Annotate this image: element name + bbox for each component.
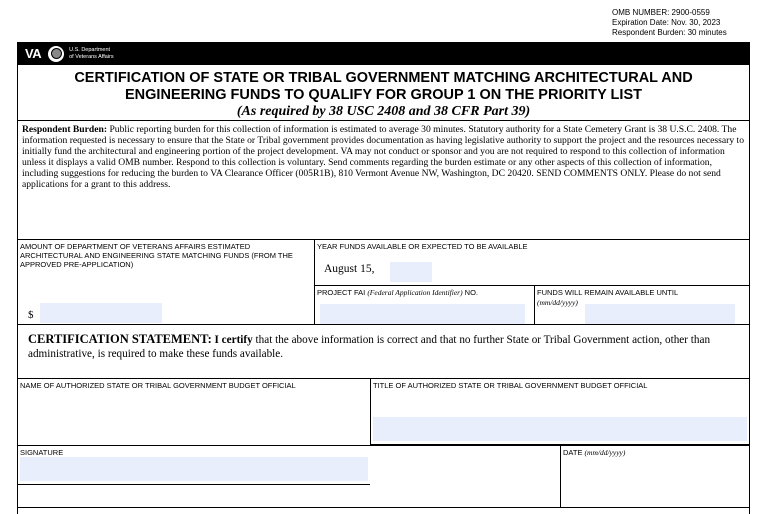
- omb-expiration: Expiration Date: Nov. 30, 2023: [612, 18, 721, 27]
- title-line3: (As required by 38 USC 2408 and 38 CFR Part 39): [236, 104, 531, 119]
- year-cell: [315, 240, 749, 286]
- until-sub: (mm/dd/yyyy): [537, 298, 578, 307]
- cert-lead: I certify: [214, 334, 253, 346]
- certification-statement: [18, 325, 749, 379]
- burden-text: Public reporting burden for this collection of information is estimated to average 30 minutes. Statutory authority for a State Cemetery Grant is 38 U.S.C. 2408. The information requested is necessary to ensure that the State or Tribal government provides documentation as having legislative authority to support the project and the resources necessary to initially fund the architectural and engineering portion of the project development. VA may not conduct or sponsor and you are not required to respond to this collection of information unless it displays a valid OMB number. Respond to this collection is voluntary. Send comments regarding the burden estimate or any other aspects of this collection of information, including suggestions for reducing the burden to VA Clearance Officer (005R1B), 810 Vermont Avenue NW, Washington, DC 20420. SEND COMMENTS ONLY. Please do not send applications for a grant to this address.: [22, 124, 745, 190]
- signature-cell: [18, 446, 560, 508]
- title-line1: CERTIFICATION OF STATE OR TRIBAL GOVERNMENT MATCHING ARCHITECTURAL AND: [74, 70, 693, 86]
- respondent-burden: [18, 121, 749, 240]
- department-name: U.S. Department of Veterans Affairs: [69, 46, 114, 60]
- cert-text: that the above information is correct and that no further State or Tribal Government action, other than administrative, is required to make these funds available.: [28, 334, 711, 360]
- va-logo: VA: [25, 46, 42, 61]
- title-line2: ENGINEERING FUNDS TO QUALIFY FOR GROUP 1 ON THE PRIORITY LIST: [125, 87, 642, 103]
- amount-label: AMOUNT OF DEPARTMENT OF VETERANS AFFAIRS ESTIMATED ARCHITECTURAL AND ENGINEERING STATE MATCHING FUNDS (FROM THE APPROVED PRE-APPLICATION): [20, 242, 293, 269]
- cert-heading: CERTIFICATION STATEMENT:: [28, 332, 212, 346]
- fai-input[interactable]: [320, 304, 525, 324]
- official-title-label: TITLE OF AUTHORIZED STATE OR TRIBAL GOVERNMENT BUDGET OFFICIAL: [373, 381, 648, 390]
- amount-input[interactable]: [40, 303, 162, 323]
- year-label: YEAR FUNDS AVAILABLE OR EXPECTED TO BE AVAILABLE: [317, 242, 528, 251]
- fai-label: PROJECT FAI: [317, 288, 366, 297]
- signature-input[interactable]: [20, 460, 556, 504]
- form-title: [18, 65, 749, 121]
- form: [17, 42, 750, 514]
- burden-heading: Respondent Burden:: [22, 124, 108, 135]
- va-seal-icon: [48, 46, 64, 62]
- signature-label: SIGNATURE: [20, 448, 64, 457]
- until-cell: [535, 286, 749, 325]
- date-input[interactable]: [563, 460, 745, 504]
- fai-sub: (Federal Application Identifier): [367, 288, 463, 297]
- until-label: FUNDS WILL REMAIN AVAILABLE UNTIL: [537, 288, 679, 297]
- fai-cell: [315, 286, 534, 325]
- title-cell: [371, 379, 749, 445]
- date-cell: [561, 446, 749, 508]
- omb-burden: Respondent Burden: 30 minutes: [612, 28, 727, 37]
- date-label: DATE: [563, 448, 583, 457]
- year-prefix: August 15,: [324, 263, 375, 275]
- until-input[interactable]: [585, 304, 735, 324]
- omb-info: [612, 8, 727, 38]
- va-header-bar: [18, 42, 749, 65]
- amount-cell: [18, 240, 314, 325]
- date-sub: (mm/dd/yyyy): [584, 448, 626, 457]
- name-label: NAME OF AUTHORIZED STATE OR TRIBAL GOVERNMENT BUDGET OFFICIAL: [20, 381, 296, 390]
- dollar-sign: $: [28, 309, 34, 321]
- fai-suffix: NO.: [464, 288, 479, 297]
- official-title-input[interactable]: [373, 417, 747, 441]
- omb-number: OMB NUMBER: 2900-0559: [612, 8, 710, 17]
- year-input[interactable]: [390, 262, 432, 282]
